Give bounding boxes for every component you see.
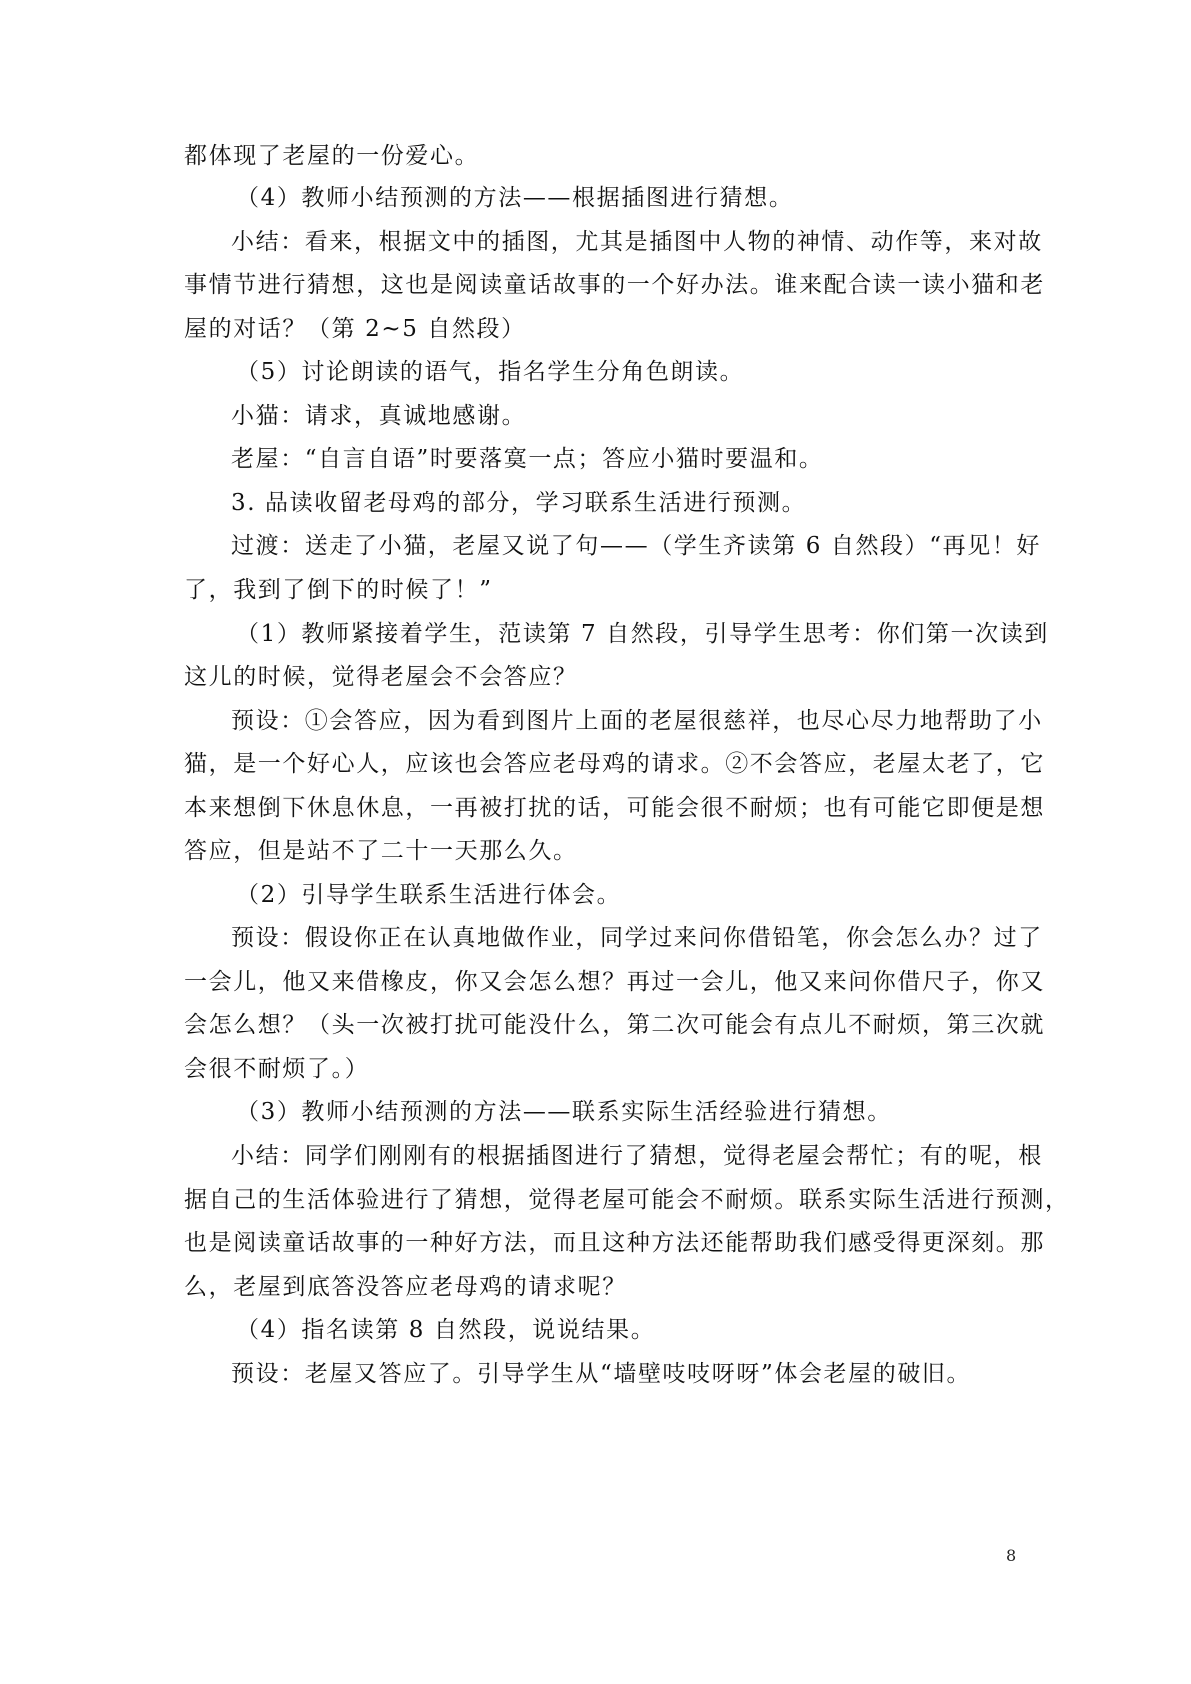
text-line: 预设：假设你正在认真地做作业，同学过来问你借铅笔，你会怎么办？过了 [231, 925, 1043, 951]
text-line: 事情节进行猜想，这也是阅读童话故事的一个好办法。谁来配合读一读小猫和老 [184, 272, 1045, 298]
text-line: 都体现了老屋的一份爱心。 [184, 143, 480, 169]
text-line: 也是阅读童话故事的一种好方法，而且这种方法还能帮助我们感受得更深刻。那 [184, 1230, 1045, 1256]
text-line: 本来想倒下休息休息，一再被打扰的话，可能会很不耐烦；也有可能它即便是想 [184, 795, 1045, 821]
text-line: 么，老屋到底答没答应老母鸡的请求呢？ [184, 1274, 627, 1300]
text-line: （5）讨论朗读的语气，指名学生分角色朗读。 [236, 359, 745, 385]
text-line: （2）引导学生联系生活进行体会。 [236, 882, 622, 908]
text-line: 了，我到了倒下的时候了！” [184, 577, 493, 603]
text-line: （3）教师小结预测的方法——联系实际生活经验进行猜想。 [236, 1099, 892, 1125]
page-number: 8 [1006, 1546, 1017, 1565]
text-line: 屋的对话？（第 2~5 自然段） [184, 316, 526, 342]
text-line: 过渡：送走了小猫，老屋又说了句——（学生齐读第 6 自然段）“再见！好 [231, 533, 1042, 559]
text-line: 这儿的时候，觉得老屋会不会答应？ [184, 664, 578, 690]
text-line: （4）教师小结预测的方法——根据插图进行猜想。 [236, 185, 794, 211]
text-line: 据自己的生活体验进行了猜想，觉得老屋可能会不耐烦。联系实际生活进行预测， [184, 1187, 1070, 1213]
text-line: 老屋：“自言自语”时要落寞一点；答应小猫时要温和。 [231, 446, 824, 472]
text-line: 答应，但是站不了二十一天那么久。 [184, 838, 578, 864]
text-line: 猫，是一个好心人，应该也会答应老母鸡的请求。②不会答应，老屋太老了，它 [184, 751, 1045, 777]
text-line: （4）指名读第 8 自然段，说说结果。 [236, 1317, 656, 1343]
text-line: 预设：①会答应，因为看到图片上面的老屋很慈祥，也尽心尽力地帮助了小 [231, 708, 1043, 734]
text-line: 3. 品读收留老母鸡的部分，学习联系生活进行预测。 [231, 490, 807, 516]
text-line: 会很不耐烦了。） [184, 1056, 370, 1082]
text-line: 小猫：请求，真诚地感谢。 [231, 403, 527, 429]
text-line: 小结：看来，根据文中的插图，尤其是插图中人物的神情、动作等，来对故 [231, 229, 1043, 255]
text-line: 小结：同学们刚刚有的根据插图进行了猜想，觉得老屋会帮忙；有的呢，根 [231, 1143, 1043, 1169]
text-line: 会怎么想？（头一次被打扰可能没什么，第二次可能会有点儿不耐烦，第三次就 [184, 1012, 1045, 1038]
text-line: （1）教师紧接着学生，范读第 7 自然段，引导学生思考：你们第一次读到 [236, 621, 1049, 647]
text-line: 预设：老屋又答应了。引导学生从“墙壁吱吱呀呀”体会老屋的破旧。 [231, 1361, 972, 1387]
text-line: 一会儿，他又来借橡皮，你又会怎么想？再过一会儿，他又来问你借尺子，你又 [184, 969, 1045, 995]
